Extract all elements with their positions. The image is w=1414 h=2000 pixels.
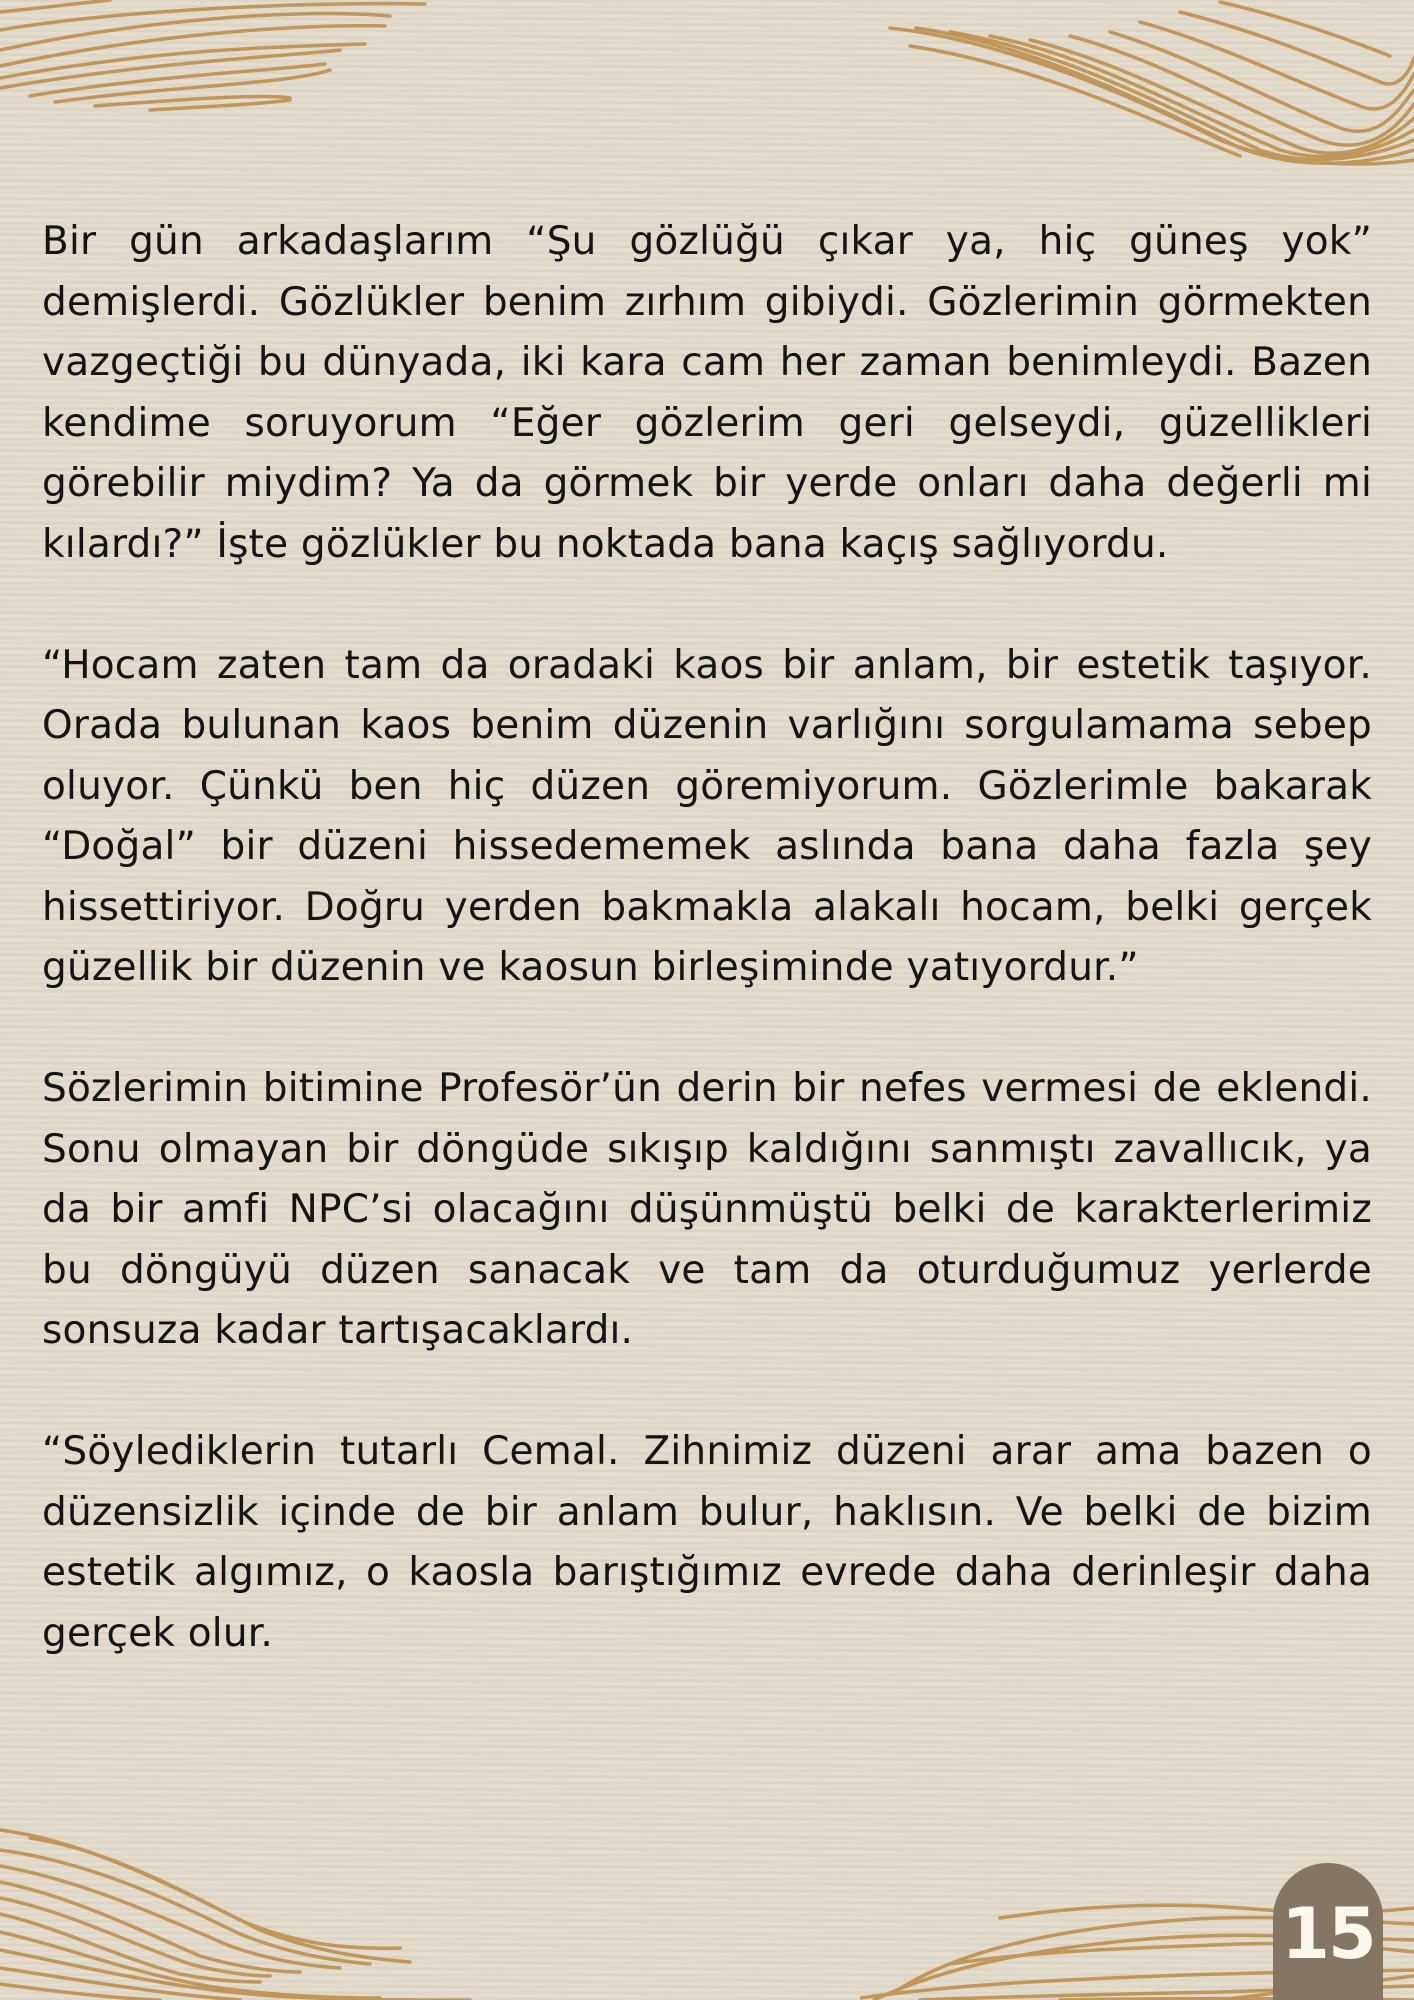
paragraph-1: Bir gün arkadaşlarım “Şu gözlüğü çıkar ya, hiç güneş yok” demişlerdi. Gözlükler benim zırhım gibiydi. Gözlerimin görmekten vazgeçtiği bu dünyada, iki kara cam her zaman benimleydi. Bazen kendime soruyorum “Eğer gözlerim geri gelseydi, güzellikleri görebilir miydim? Ya da görmek bir yerde onları daha değerli mi kılardı?” İşte gözlükler bu noktada bana kaçış sağlıyordu. (42, 219, 1372, 567)
paragraph-2: “Hocam zaten tam da oradaki kaos bir anlam, bir estetik taşıyor. Orada bulunan kaos benim düzenin varlığını sorgulamama sebep oluyor. Çünkü ben hiç düzen göremiyorum. Gözlerimle bakarak “Doğal” bir düzeni hissedememek aslında bana daha fazla şey hissettiriyor. Doğru yerden bakmakla alakalı hocam, belki gerçek güzellik bir düzenin ve kaosun birleşiminde yatıyordur.” (42, 642, 1372, 990)
story-text (42, 212, 1372, 1725)
wave-lines-top-right-decoration (880, 0, 1414, 170)
wave-lines-bottom-left-decoration (0, 1820, 480, 2000)
paragraph-4: “Söylediklerin tutarlı Cemal. Zihnimiz düzeni arar ama bazen o düzensizlik içinde de bir anlam bulur, haklısın. Ve belki de bizim estetik algımız, o kaosla barıştığımız evrede daha derinleşir daha gerçek olur. (42, 1429, 1372, 1656)
page-number-badge (1273, 1863, 1383, 2000)
paragraph-3: Sözlerimin bitimine Profesör’ün derin bir nefes vermesi de eklendi. Sonu olmayan bir döngüde sıkışıp kaldığını sanmıştı zavallıcık, ya da bir amfi NPC’si olacağını düşünmüştü belki de karakterlerimiz bu döngüyü düzen sanacak ve tam da oturduğumuz yerlerde sonsuza kadar tartışacaklardı. (42, 1066, 1372, 1353)
page-number: 15 (1281, 1893, 1375, 1975)
wave-lines-top-left-decoration (0, 0, 600, 120)
